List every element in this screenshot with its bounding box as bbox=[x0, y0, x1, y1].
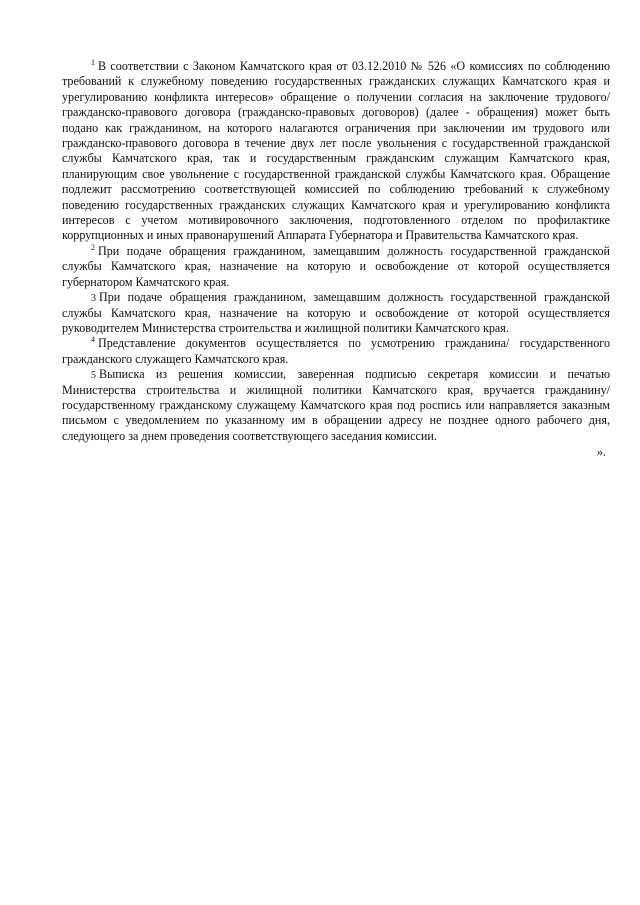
footnote-mark: 2 bbox=[91, 242, 95, 252]
footnote-text: При подаче обращения гражданином, замещавшим должность государственной гражданской службы Камчатского края, назначение на которую и освобождение от которой осуществляется руководителем Министерства строительства и жилищной политики Камчатского края. bbox=[62, 290, 610, 335]
footnote-mark: 1 bbox=[91, 57, 95, 67]
footnote-text: В соответствии с Законом Камчатского края от 03.12.2010 № 526 «О комиссиях по соблюдению требований к служебному поведению государственных гражданских служащих Камчатского края и урегулированию конфликта интересов» обращение о получении согласия на заключение трудового/ гражданско-правового договора (гражданско-правовых договоров) (далее - обращения) может быть подано как гражданином, на которого налагаются ограничения при заключении им трудового или гражданско-правового договора в течение двух лет после увольнения с государственной гражданской службы Камчатского края, так и государственным гражданским служащим Камчатского края, планирующим свое увольнение с государственной гражданской службы Камчатского края. Обращение подлежит рассмотрению соответствующей комиссией по соблюдению требований к служебному поведению государственных гражданских служащих Камчатского края и урегулированию конфликта интересов с учетом мотивировочного заключения, подготовленного отделом по профилактике коррупционных и иных правонарушений Аппарата Губернатора и Правительства Камчатского края. bbox=[62, 59, 610, 243]
footnotes-page bbox=[62, 59, 610, 461]
footnote-mark: 5 bbox=[91, 370, 96, 382]
footnote-2 bbox=[62, 244, 610, 290]
footnote-3 bbox=[62, 290, 610, 336]
footnote-5 bbox=[62, 367, 610, 444]
footnote-text: При подаче обращения гражданином, замещавшим должность государственной гражданской службы Камчатского края, назначение на которую и освобождение от которой осуществляется губернатором Камчатского края. bbox=[62, 243, 610, 289]
closing-quote: ». bbox=[596, 445, 606, 460]
footnote-text: Представление документов осуществляется по усмотрению гражданина/ государственного гражданского служащего Камчатского края. bbox=[62, 336, 610, 366]
footnote-text: Выписка из решения комиссии, заверенная подписью секретаря комиссии и печатью Министерства строительства и жилищной политики Камчатского края, вручается гражданину/ государственному гражданскому служащему Камчатского края под роспись или направляется заказным письмом с уведомлением по указанному им в обращении адресу не позднее одного рабочего дня, следующего за днем проведения соответствующего заседания комиссии. bbox=[62, 367, 610, 443]
footnote-mark: 4 bbox=[91, 335, 95, 345]
footnote-mark: 3 bbox=[91, 293, 96, 305]
footnote-1 bbox=[62, 59, 610, 244]
footnote-4 bbox=[62, 336, 610, 367]
